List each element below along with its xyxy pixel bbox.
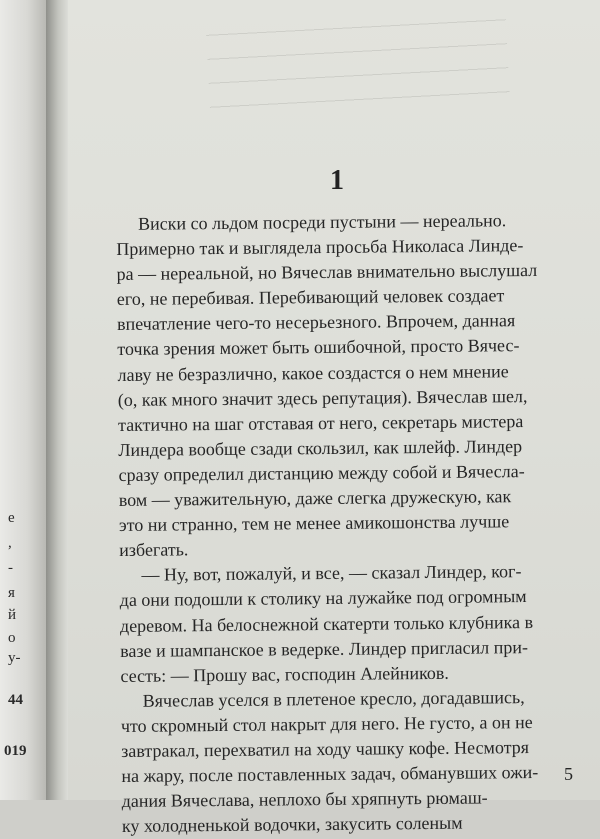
- left-page-fragment: 44: [8, 692, 23, 708]
- text-line: его, не перебивая. Перебивающий человек создает: [116, 285, 505, 310]
- text-line: ку холодненькой водочки, закусить соленым: [121, 812, 463, 837]
- text-line: точка зрения может быть ошибочной, просто Вячес-: [117, 335, 520, 360]
- text-line: дания Вячеслава, неплохо бы хряпнуть рюмаш-: [121, 787, 488, 812]
- body-text: [116, 207, 592, 839]
- text-line: лаву не безразлично, какое создастся о нем мнение: [117, 360, 509, 385]
- left-page-fragment: у-: [8, 650, 21, 666]
- chapter-number: 1: [330, 165, 344, 196]
- text-line: сесть: — Прошу вас, господин Алейников.: [120, 662, 449, 686]
- left-page-fragment: я: [8, 585, 15, 601]
- right-book-page: [68, 0, 600, 837]
- page-number: 5: [564, 764, 573, 784]
- text-line: Примерно так и выглядела просьба Николаса Линде-: [116, 235, 524, 260]
- text-line: тактично на шаг отставая от него, секретарь мистера: [117, 410, 524, 435]
- text-line: избегать.: [119, 539, 189, 561]
- left-page-fragment: ,: [8, 535, 12, 551]
- text-line: ра — нереальной, но Вячеслав внимательно выслушал: [116, 260, 538, 285]
- left-page-edge: [0, 0, 47, 800]
- left-page-fragment: 019: [4, 743, 27, 759]
- text-line: Виски со льдом посреди пустыни — нереально.: [138, 210, 507, 234]
- text-line: да они подошли к столику на лужайке под огромным: [119, 586, 527, 611]
- text-line: (о, как много значит здесь репутация). Вячеслав шел,: [117, 385, 528, 410]
- text-line: это ни странно, тем не менее амикошонства лучше: [118, 511, 510, 536]
- text-line: сразу определил дистанцию между собой и Вячесла-: [118, 461, 525, 485]
- text-line: что скромный стол накрыт для него. Не густо, а он не: [120, 711, 533, 736]
- text-line: завтракал, перехватил на ходу чашку кофе. Несмотря: [121, 737, 530, 761]
- text-line: Вячеслав уселся в плетеное кресло, догадавшись,: [142, 686, 525, 711]
- left-page-fragment: й: [8, 607, 17, 623]
- text-line: на жару, после поставленных задач, обманувших ожи-: [121, 762, 539, 787]
- text-line: Линдера вообще сзади скользил, как шлейф. Линдер: [118, 435, 523, 460]
- left-page-fragment: е: [8, 510, 15, 526]
- text-line: вазе и шампанское в ведерке. Линдер пригласил при-: [120, 636, 529, 661]
- text-line: деревом. На белоснежной скатерти только клубника в: [119, 611, 534, 636]
- show-through-text: [206, 8, 511, 124]
- text-line: — Ну, вот, пожалуй, и все, — сказал Линдер, ког-: [141, 561, 522, 586]
- left-page-fragment: -: [8, 560, 13, 576]
- book-gutter-shadow: [46, 0, 68, 800]
- left-page-fragment: о: [8, 630, 16, 646]
- text-line: вом — уважительную, даже слегка дружескую, как: [118, 486, 512, 511]
- text-line: впечатление чего-то несерьезного. Впрочем, данная: [116, 310, 516, 335]
